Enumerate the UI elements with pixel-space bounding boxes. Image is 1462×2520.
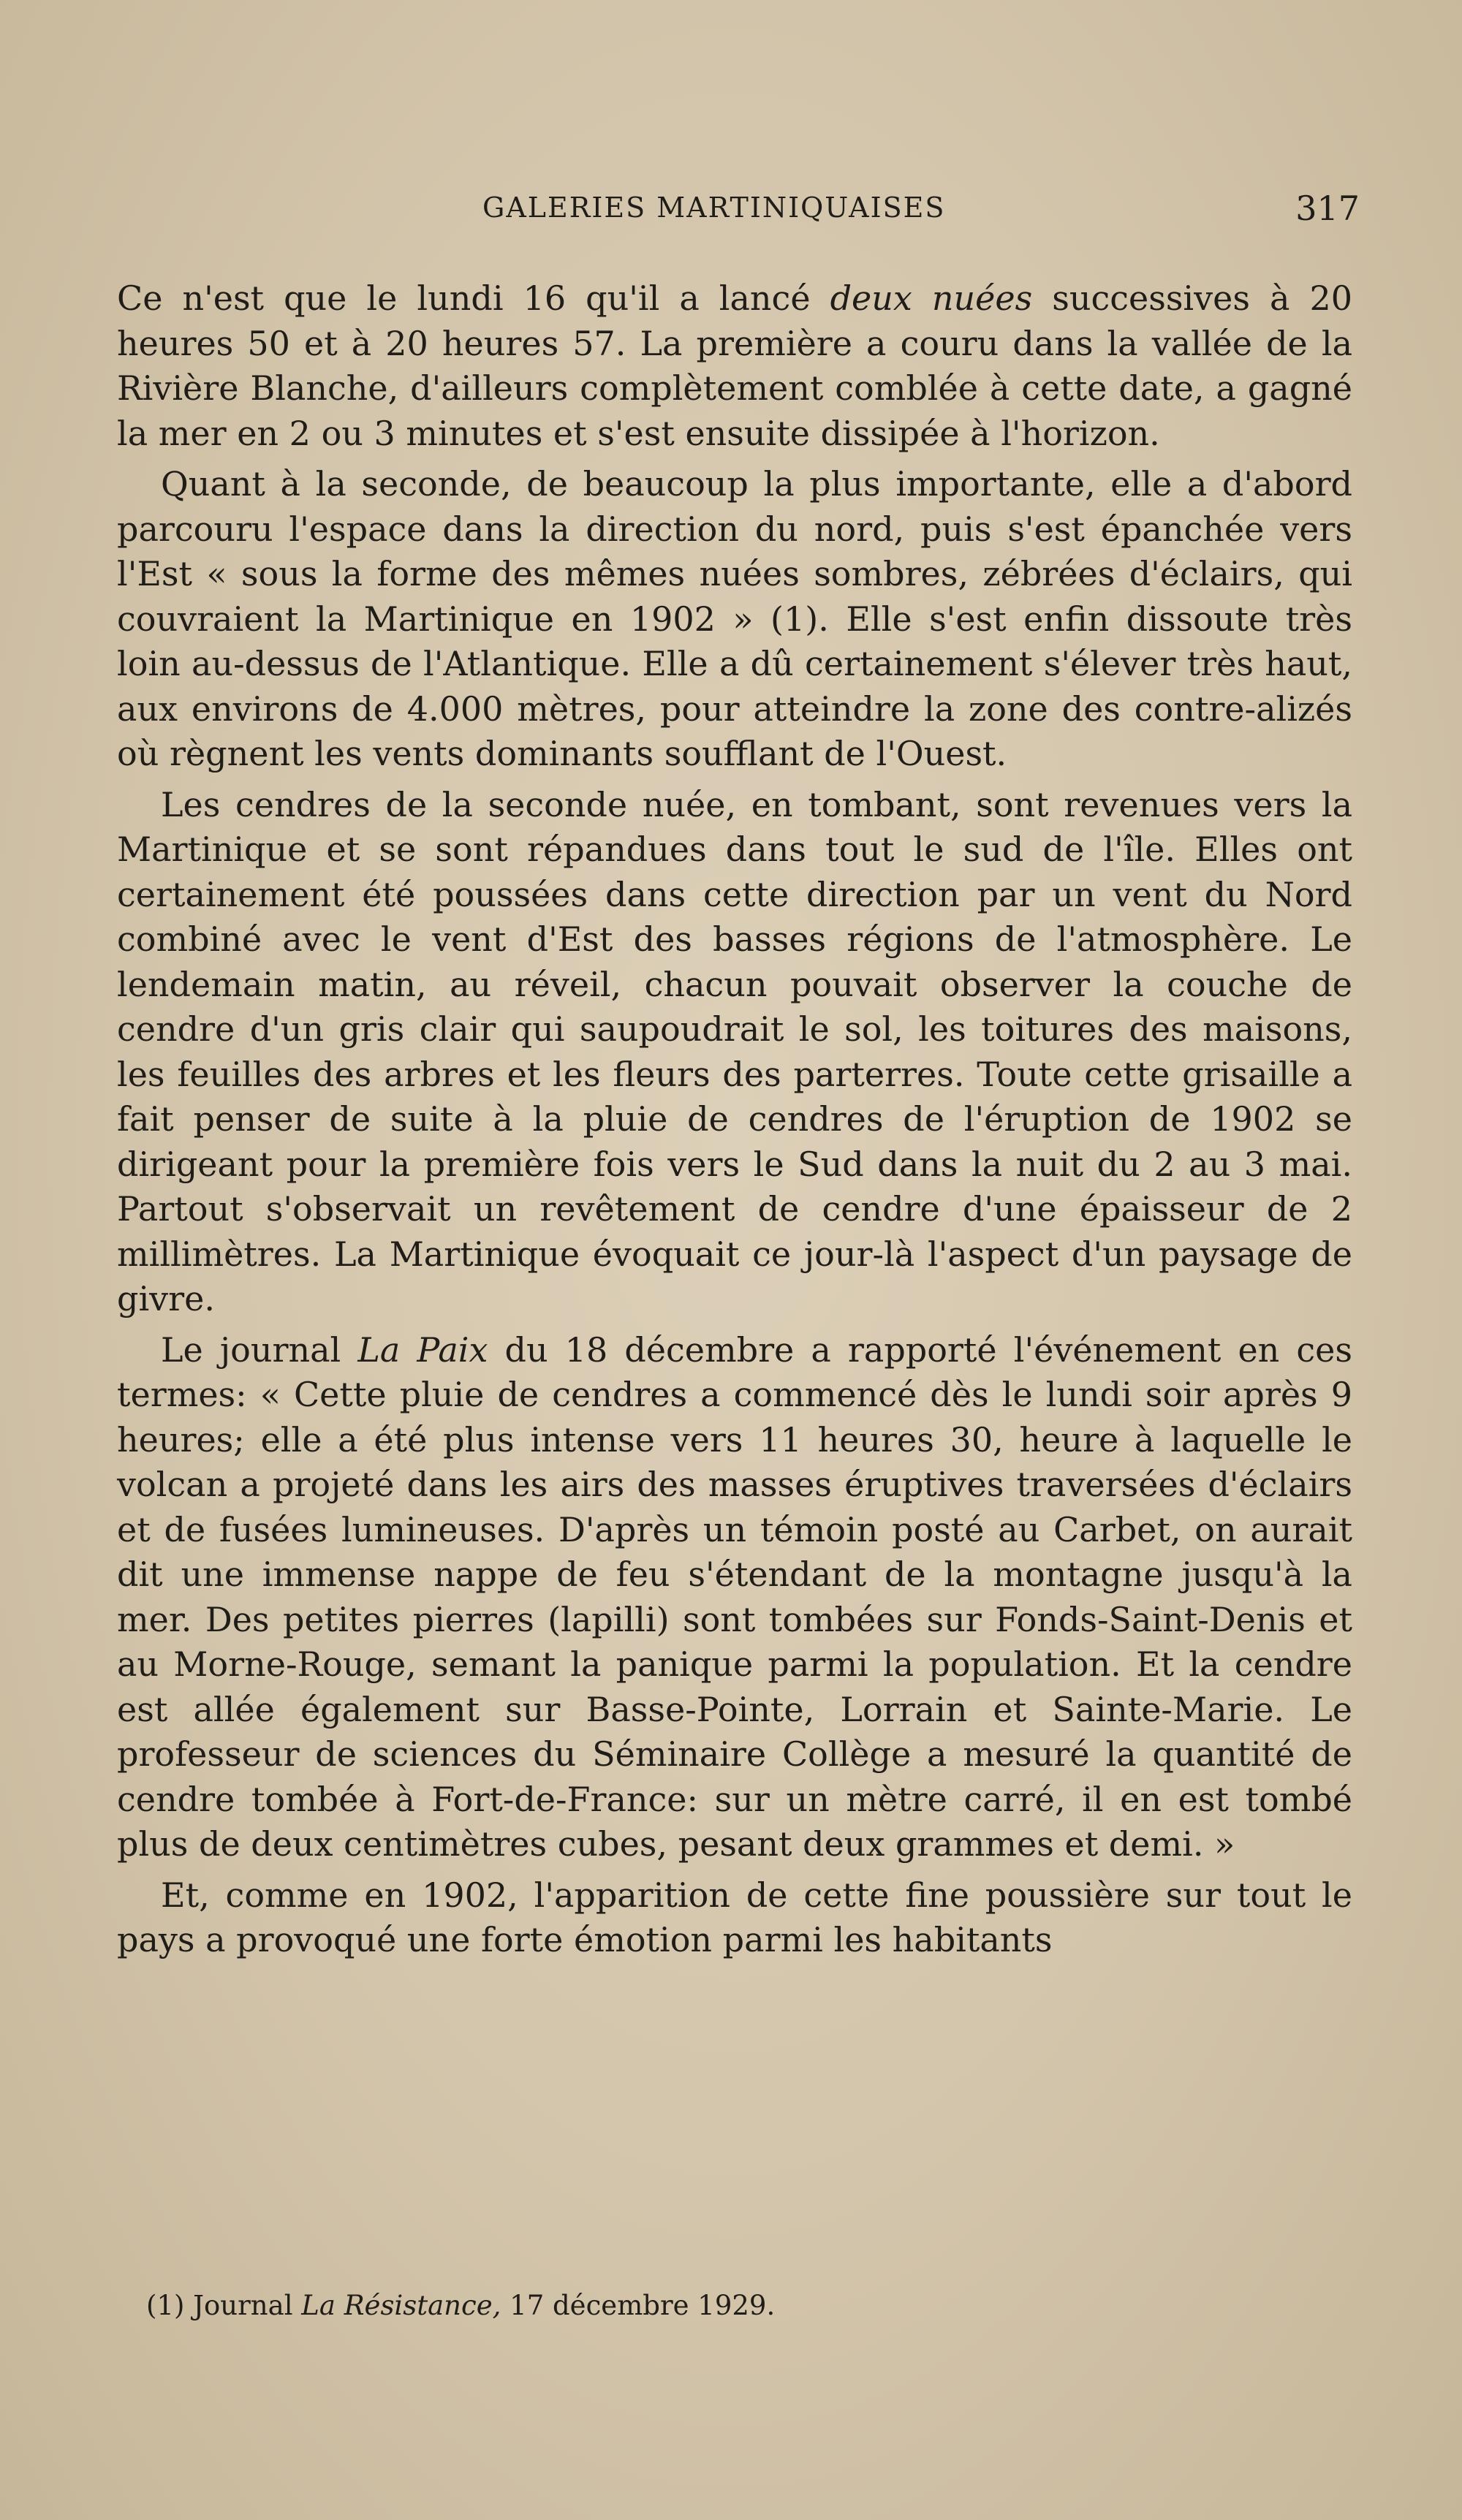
footnote-marker: (1) [146,2290,185,2321]
footnote-text-start: Journal [184,2290,302,2321]
paragraph-5: Et, comme en 1902, l'apparition de cette fine poussière sur tout le pays a provoqué une forte émotion parmi les habitants [117,1875,1352,1959]
body-text [117,276,1352,1969]
paragraph-1 [117,276,1352,456]
paragraph-4 [117,1328,1352,1867]
footnote [146,2288,1243,2324]
paragraph-3: Les cendres de la seconde nuée, en tombant, sont revenues vers la Martinique et se sont répandues dans tout le sud de l'île. Elles ont certainement été poussées dans cette direction par un vent du Nord combiné avec le vent d'Est des basses régions de l'atmosphère. Le lendemain matin, au réveil, chacun pouvait observer la couche de cendre d'un gris clair qui saupoudrait le sol, les toitures des maisons, les feuilles des arbres et les fleurs des parterres. Toute cette grisaille a fait penser de suite à la pluie de cendres de l'éruption de 1902 se dirigeant pour la première fois vers le Sud dans la nuit du 2 au 3 mai. Partout s'observait un revêtement de cendre d'une épaisseur de 2 millimètres. La Martinique évoquait ce jour-là l'aspect d'un paysage de givre. [117,784,1352,1318]
paragraph-4-text-end: du 18 décembre a rapporté l'événement en ces termes: « Cette pluie de cendres a commencé dès le lundi soir après 9 heures; elle a été plus intense vers 11 heures 30, heure à laquelle le volcan a projeté dans les airs des masses éruptives traversées d'éclairs et de fusées lumineuses. D'après un témoin posté au Carbet, on aurait dit une immense nappe de feu s'étendant de la montagne jusqu'à la mer. Des petites pierres (lapilli) sont tombées sur Fonds-Saint-Denis et au Morne-Rouge, semant la panique parmi la population. Et la cendre est allée également sur Basse-Pointe, Lorrain et Sainte-Marie. Le professeur de sciences du Séminaire Collège a mesuré la quantité de cendre tombée à Fort-de-France: sur un mètre carré, il en est tombé plus de deux centimètres cubes, pesant deux grammes et demi. » [117,1329,1353,1864]
footnote-text-end: 17 décembre 1929. [501,2290,776,2321]
paragraph-1-italic: deux nuées [830,278,1033,318]
footnote-italic: La Résistance, [301,2290,501,2321]
paragraph-2: Quant à la seconde, de beaucoup la plus importante, elle a d'abord parcouru l'espace dans la direction du nord, puis s'est épanchée vers l'Est « sous la forme des mêmes nuées sombres, zébrées d'éclairs, qui couvraient la Martinique en 1902 » (1). Elle s'est enfin dissoute très loin au-dessus de l'Atlantique. Elle a dû certainement s'élever très haut, aux environs de 4.000 mètres, pour atteindre la zone des contre-alizés où règnent les vents dominants soufflant de l'Ouest. [117,464,1352,773]
page-header [117,189,1360,240]
paragraph-4-text-start: Le journal [161,1329,358,1370]
paragraph-1-text-start: Ce n'est que le lundi 16 qu'il a lancé [117,278,830,318]
paragraph-1-text-end: successives à 20 heures 50 et à 20 heures 57. La première a couru dans la vallée de la Rivière Blanche, d'ailleurs complètement comblée à cette date, a gagné la mer en 2 ou 3 minutes et s'est ensuite dissipée à l'horizon. [117,278,1352,453]
page-number: 317 [1295,189,1360,228]
running-title: GALERIES MARTINIQUAISES [482,191,946,224]
paragraph-4-italic: La Paix [357,1329,488,1370]
